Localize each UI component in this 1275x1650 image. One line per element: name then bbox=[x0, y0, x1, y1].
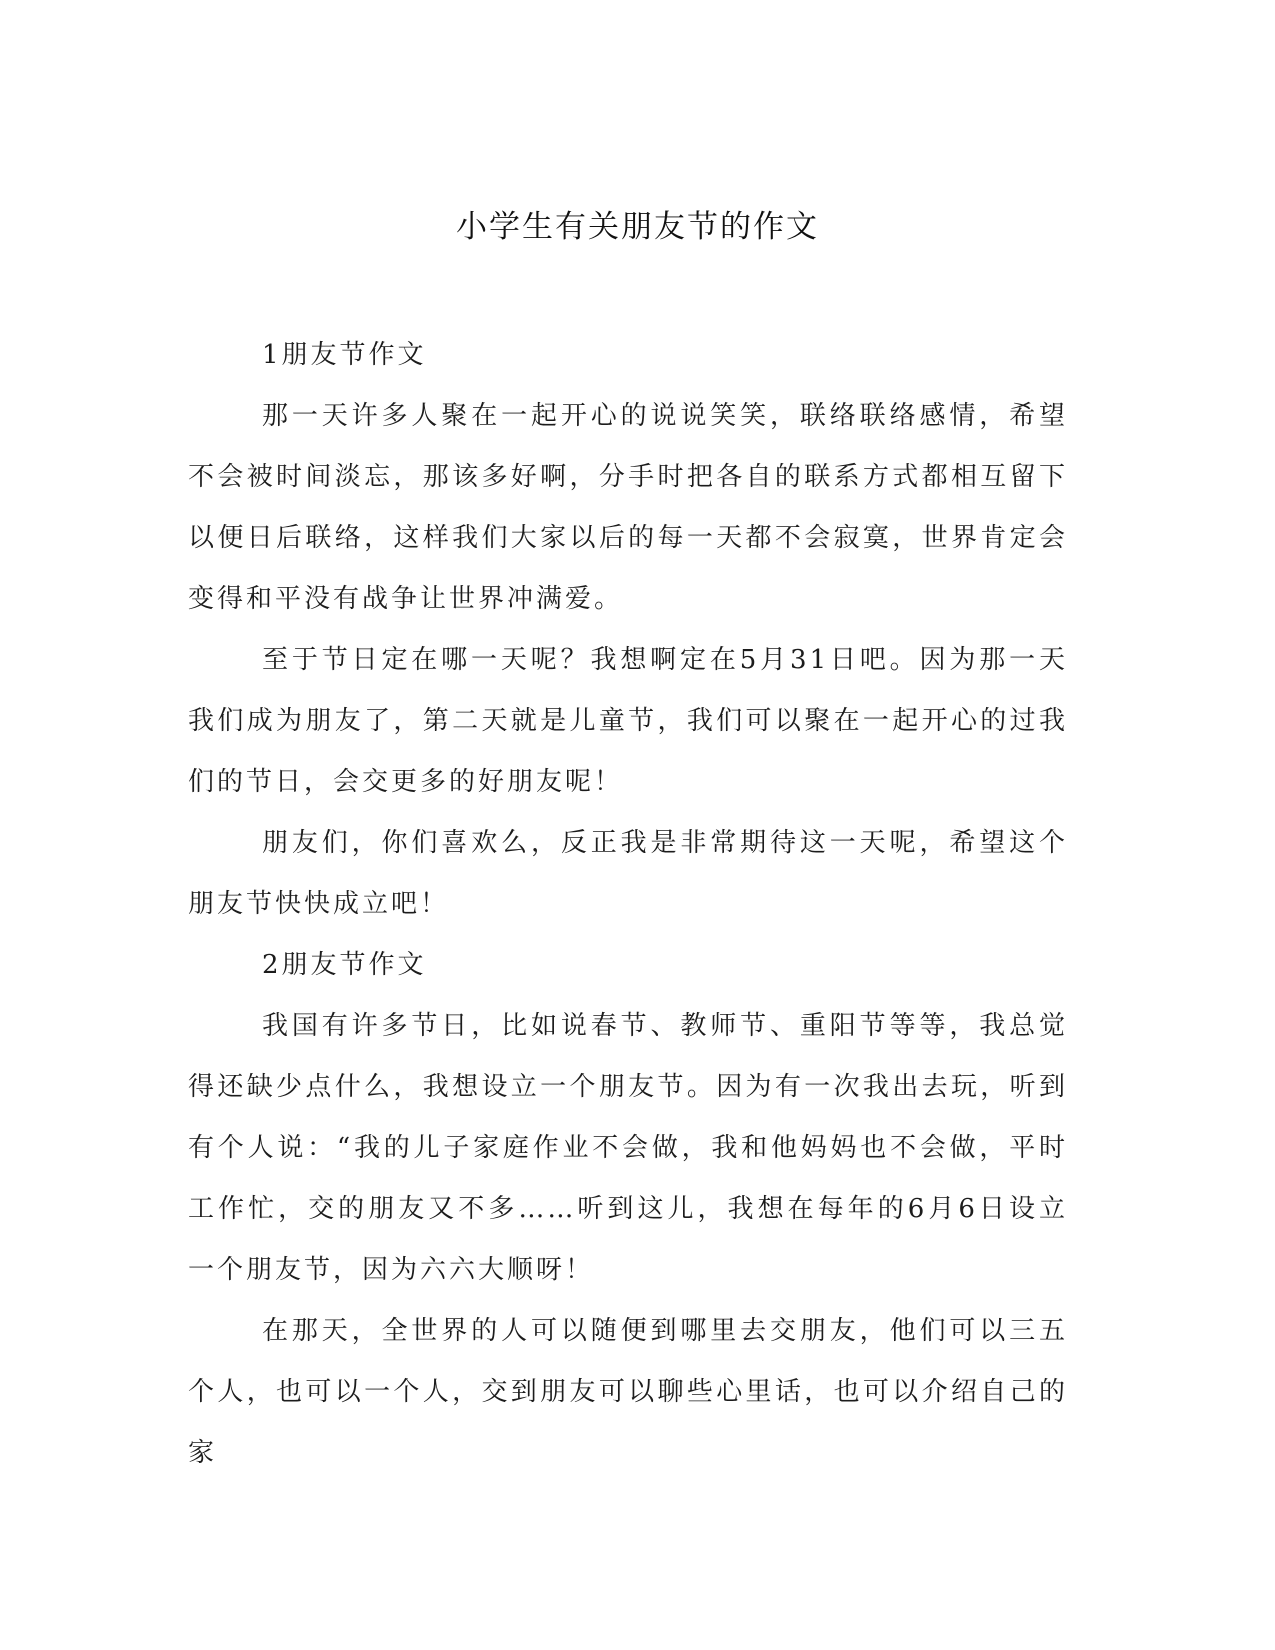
paragraph: 我国有许多节日，比如说春节、教师节、重阳节等等，我总觉得还缺少点什么，我想设立一个朋友节。因为有一次我出去玩，听到有个人说：“我的儿子家庭作业不会做，我和他妈妈也不会做，平时工作忙，交的朋友又不多……听到这儿，我想在每年的6月6日设立一个朋友节，因为六六大顺呀！ bbox=[188, 1011, 1068, 1285]
section-heading: 1朋友节作文 bbox=[262, 340, 427, 370]
document-title: 小学生有关朋友节的作文 bbox=[456, 209, 819, 245]
paragraph: 至于节日定在哪一天呢？我想啊定在5月31日吧。因为那一天我们成为朋友了，第二天就是儿童节，我们可以聚在一起开心的过我们的节日，会交更多的好朋友呢！ bbox=[188, 645, 1068, 797]
paragraph: 在那天，全世界的人可以随便到哪里去交朋友，他们可以三五个人，也可以一个人，交到朋友可以聊些心里话，也可以介绍自己的家 bbox=[188, 1316, 1068, 1468]
section-heading: 2朋友节作文 bbox=[262, 950, 427, 980]
paragraph: 那一天许多人聚在一起开心的说说笑笑，联络联络感情，希望不会被时间淡忘，那该多好啊，分手时把各自的联系方式都相互留下以便日后联络，这样我们大家以后的每一天都不会寂寞，世界肯定会变得和平没有战争让世界冲满爱。 bbox=[188, 401, 1068, 614]
document-body bbox=[188, 325, 1068, 1484]
paragraph: 朋友们，你们喜欢么，反正我是非常期待这一天呢，希望这个朋友节快快成立吧！ bbox=[188, 828, 1068, 919]
